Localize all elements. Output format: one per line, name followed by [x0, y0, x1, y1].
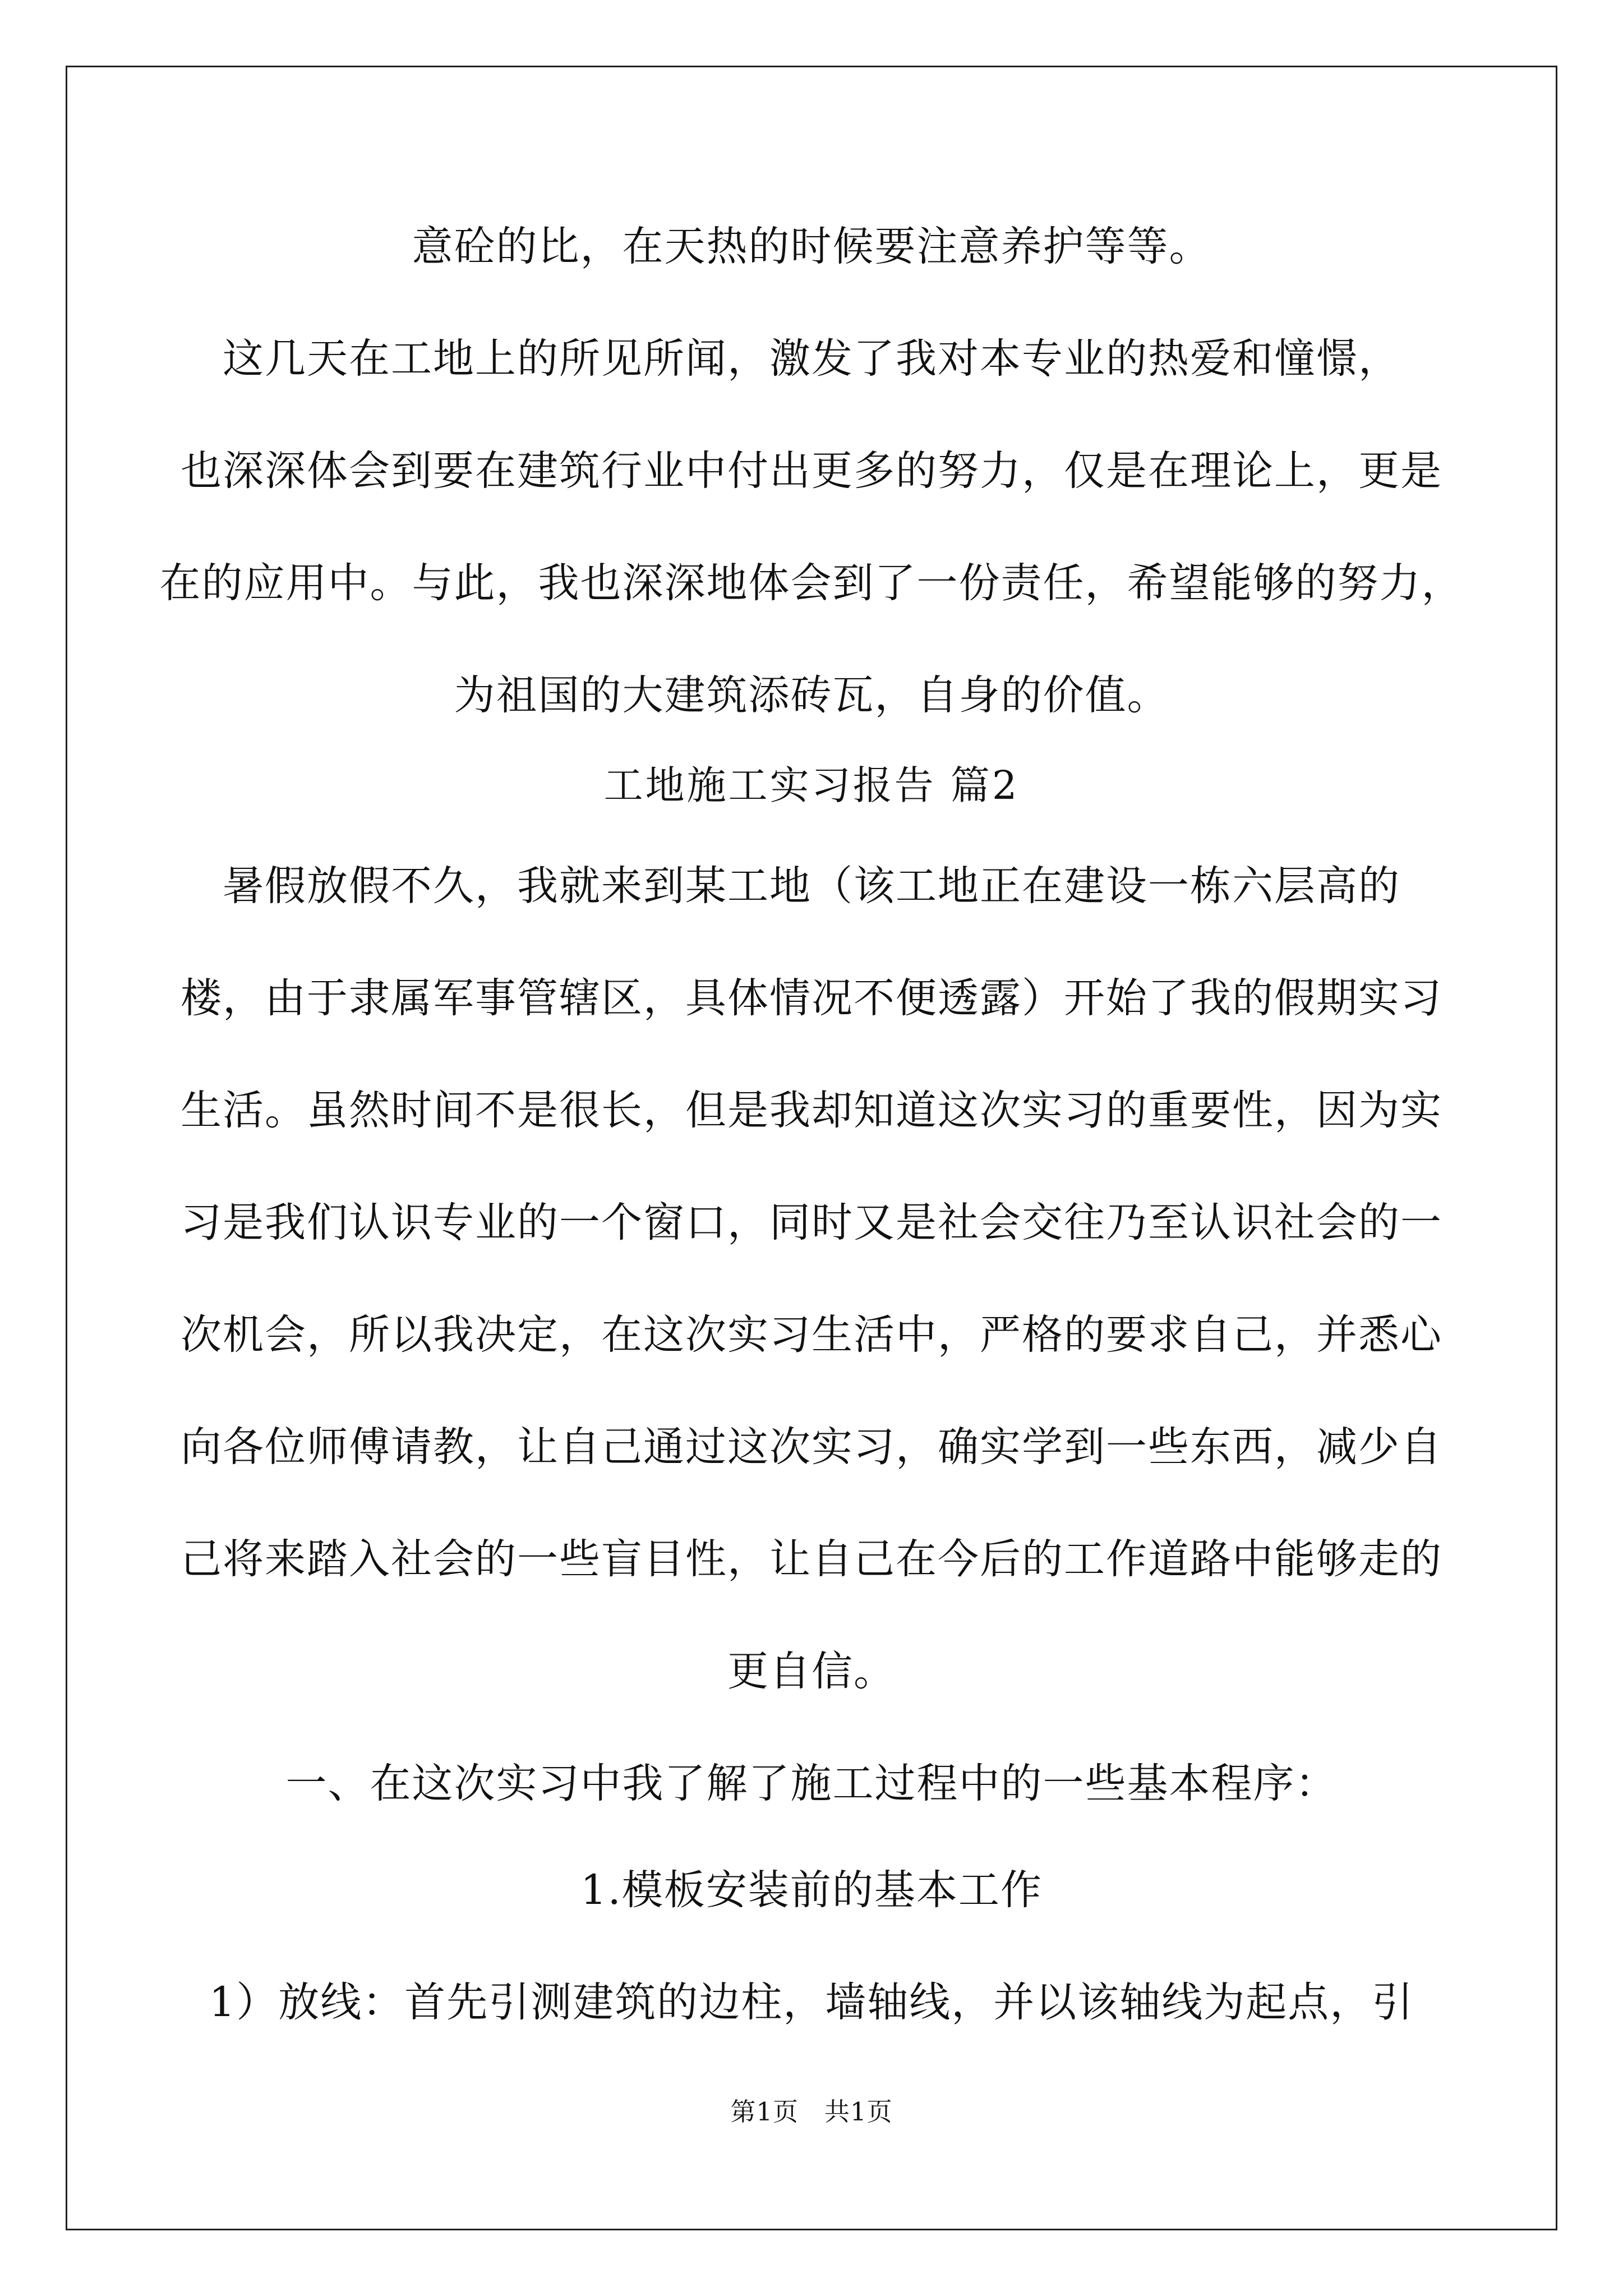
- text-line: 更自信。: [727, 1648, 896, 1695]
- text-line: 也深深体会到要在建筑行业中付出更多的努力，仅是在理论上，更是: [181, 447, 1442, 495]
- text-line: 生活。虽然时间不是很长，但是我却知道这次实习的重要性，因为实: [181, 1087, 1442, 1134]
- text-line: 在的应用中。与此，我也深深地体会到了一份责任，希望能够的努力，: [159, 559, 1464, 607]
- section-heading: 工地施工实习报告 篇2: [603, 762, 1020, 808]
- text-line: 次机会，所以我决定，在这次实习生活中，严格的要求自己，并悉心: [181, 1311, 1442, 1359]
- text-line: 一、在这次实习中我了解了施工过程中的一些基本程序：: [285, 1760, 1338, 1807]
- text-line: 为祖国的大建筑添砖瓦，自身的价值。: [454, 671, 1169, 719]
- text-line: 向各位师傅请教，让自己通过这次实习，确实学到一些东西，减少自: [181, 1423, 1442, 1471]
- text-line: 这几天在工地上的所见所闻，激发了我对本专业的热爱和憧憬，: [223, 335, 1400, 383]
- text-line: 楼，由于隶属军事管辖区，具体情况不便透露）开始了我的假期实习: [181, 974, 1442, 1022]
- text-line: 1.模板安装前的基本工作: [580, 1866, 1043, 1914]
- text-line: 暑假放假不久，我就来到某工地（该工地正在建设一栋六层高的: [223, 862, 1400, 910]
- text-line: 习是我们认识专业的一个窗口，同时又是社会交往乃至认识社会的一: [181, 1199, 1442, 1246]
- text-line: 己将来踏入社会的一些盲目性，让自己在今后的工作道路中能够走的: [181, 1535, 1442, 1583]
- text-line: 1）放线：首先引测建筑的边柱，墙轴线，并以该轴线为起点，引: [209, 1978, 1414, 2026]
- page-indicator: 第1页 共1页: [730, 2097, 893, 2127]
- text-line: 意砼的比，在天热的时候要注意养护等等。: [412, 223, 1211, 270]
